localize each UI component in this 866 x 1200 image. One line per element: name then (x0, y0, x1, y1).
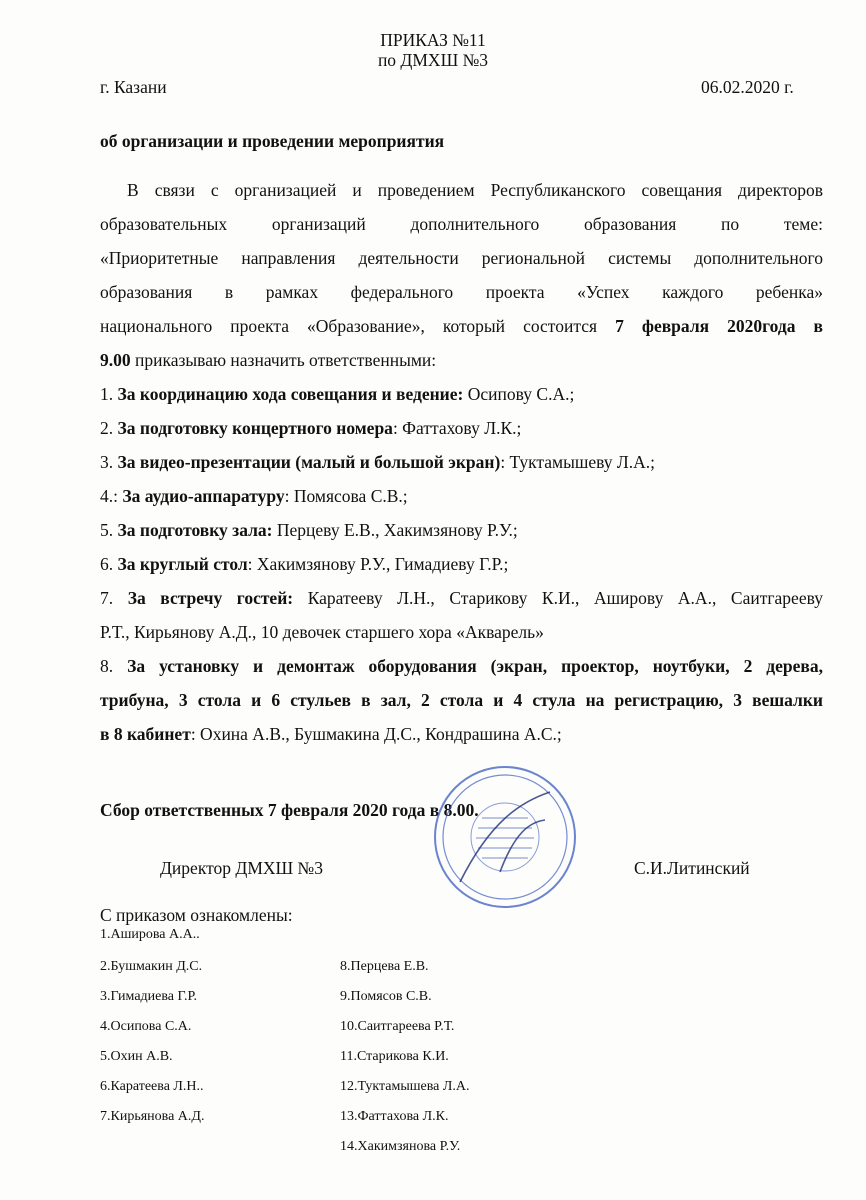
ack-name: 14.Хакимзянова Р.У. (340, 1139, 461, 1154)
intro-line: образования в рамках федерального проекта «Успех каждого ребенка» (100, 282, 823, 302)
list-item: 5. За подготовку зала: Перцеву Е.В., Хакимзянову Р.У.; (100, 520, 518, 540)
city: г. Казани (100, 77, 167, 97)
ack-name: 11.Старикова К.И. (340, 1049, 449, 1064)
ack-heading: С приказом ознакомлены: (100, 905, 293, 925)
ack-name: 1.Аширова А.А.. (100, 927, 200, 942)
list-item: 3. За видео-презентации (малый и большой экран): Туктамышеву Л.А.; (100, 452, 656, 472)
order-subject: об организации и проведении мероприятия (100, 131, 445, 151)
intro-line (100, 309, 823, 343)
list-item: 7. За встречу гостей: Каратееву Л.Н., Старикову К.И., Аширову А.А., Саитгарееву (100, 588, 824, 608)
intro-line (100, 343, 823, 377)
event-date: 7 февраля 2020года в (615, 316, 823, 336)
order-date: 06.02.2020 г. (701, 77, 794, 97)
gathering-note: Сбор ответственных 7 февраля 2020 года в 8.00. (100, 800, 479, 820)
ack-name: 10.Саитгареева Р.Т. (340, 1019, 455, 1034)
list-item-continuation: Р.Т., Кирьянову А.Д., 10 девочек старшего хора «Акварель» (100, 622, 544, 642)
official-stamp (430, 762, 580, 912)
ack-name: 12.Туктамышева Л.А. (340, 1079, 470, 1094)
list-item: 2. За подготовку концертного номера: Фаттахову Л.К.; (100, 418, 522, 438)
ack-name: 13.Фаттахова Л.К. (340, 1109, 449, 1124)
ack-name: 3.Гимадиева Г.Р. (100, 989, 198, 1004)
ack-name: 6.Каратеева Л.Н.. (100, 1079, 204, 1094)
ack-name: 9.Помясов С.В. (340, 989, 432, 1004)
intro-text: приказываю назначить ответственными: (130, 350, 437, 370)
intro-line: «Приоритетные направления деятельности региональной системы дополнительного (100, 248, 823, 268)
ack-name: 7.Кирьянова А.Д. (100, 1109, 205, 1124)
intro-line: образовательных организаций дополнительного образования по теме: (100, 214, 823, 234)
list-item: 6. За круглый стол: Хакимзянову Р.У., Гимадиеву Г.Р.; (100, 554, 509, 574)
ack-name: 5.Охин А.В. (100, 1049, 173, 1064)
list-item: 8. За установку и демонтаж оборудования (экран, проектор, ноутбуки, 2 дерева, (100, 656, 824, 676)
event-time: 9.00 (100, 350, 131, 370)
order-title: ПРИКАЗ №11 (380, 30, 486, 50)
signatory-position: Директор ДМХШ №3 (160, 858, 323, 878)
ack-name: 8.Перцева Е.В. (340, 959, 429, 974)
intro-text: национального проекта «Образование», который состоится (100, 316, 616, 336)
signatory-name: С.И.Литинский (634, 858, 750, 878)
list-item-continuation: в 8 кабинет: Охина А.В., Бушмакина Д.С., Кондрашина А.С.; (100, 724, 562, 744)
ack-name: 4.Осипова С.А. (100, 1019, 192, 1034)
order-subtitle: по ДМХШ №3 (377, 50, 489, 70)
list-item: 4.: За аудио-аппаратуру: Помясова С.В.; (100, 486, 408, 506)
intro-line: В связи с организацией и проведением Республиканского совещания директоров (127, 180, 823, 200)
list-item-continuation: трибуна, 3 стола и 6 стульев в зал, 2 стола и 4 стула на регистрацию, 3 вешалки (100, 690, 823, 710)
ack-name: 2.Бушмакин Д.С. (100, 959, 203, 974)
list-item: 1. За координацию хода совещания и ведение: Осипову С.А.; (100, 384, 575, 404)
